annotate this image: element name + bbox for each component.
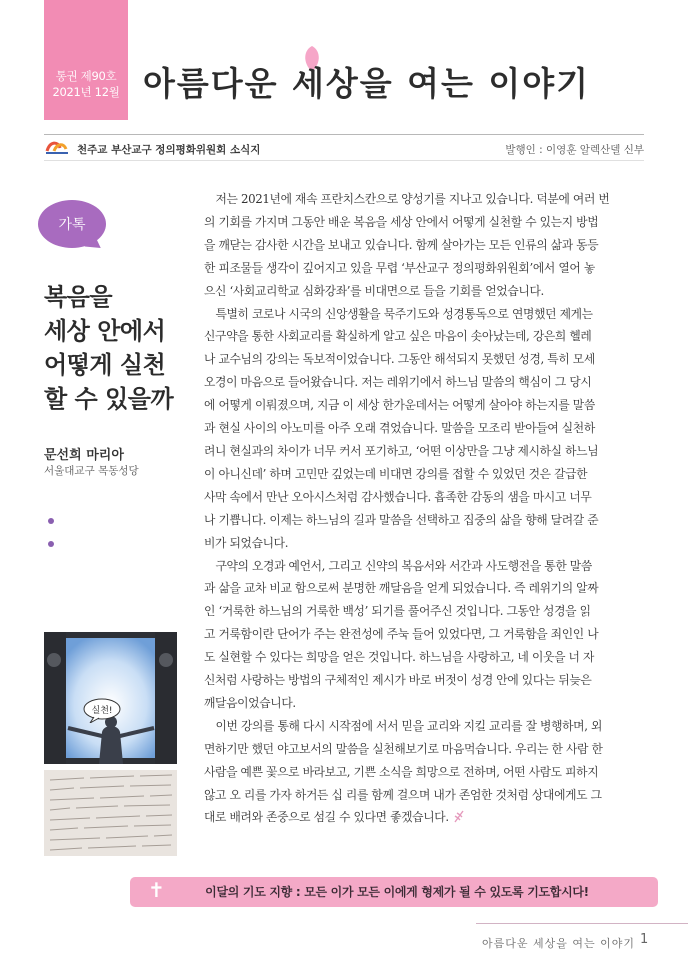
body-line: 나 교수님의 강의는 독보적이었습니다. 그동안 해석되지 못했던 성경, 특히 모세 xyxy=(204,352,595,367)
issue-number: 통권 제90호 xyxy=(55,69,117,83)
body-line: 신처럼 사랑하는 방법의 구체적인 제시가 바로 버젓이 성경 안에 있다는 뒤늦은 xyxy=(204,673,592,688)
body-line: 려니 현실과의 차이가 너무 커서 포기하고, ‘어떤 이상만을 그냥 제시하실 하느님 xyxy=(204,443,599,458)
body-line: 고 거룩함이란 단어가 주는 완전성에 주눅 들어 있었다면, 그 거룩함을 죄인인 나 xyxy=(204,627,599,642)
issue-date: 2021년 12월 xyxy=(52,85,120,99)
headline-line: 세상 안에서 xyxy=(44,317,166,345)
article-headline xyxy=(44,280,194,416)
body-line: 과 삶을 교차 비교 함으로써 분명한 깨달음을 얻게 되었습니다. 즉 레위기의 알짜 xyxy=(204,581,599,596)
article-body xyxy=(204,188,644,829)
jpcb-logo-icon xyxy=(44,139,74,157)
illustration-handwritten-notes xyxy=(44,770,177,856)
body-line: 인 ‘거룩한 하느님의 거룩한 백성’ 되기를 풀어주신 것입니다. 그동안 성경을 읽 xyxy=(204,604,591,619)
body-line: 비가 되었습니다. xyxy=(204,535,289,550)
page-number: 1 xyxy=(640,932,649,947)
body-line: 이 아니신데’ 하며 고민만 깊었는데 비대면 강의를 접할 수 있었던 것은 갈급한 xyxy=(204,466,588,481)
wheat-icon xyxy=(452,809,466,823)
body-line: 이번 강의를 통해 다시 시작점에 서서 믿을 교리와 지킬 교리를 잘 병행하며, 외 xyxy=(204,718,603,733)
body-line: 을 깨닫는 감사한 시간을 보내고 있습니다. 함께 살아가는 모든 인류의 삶과 동등 xyxy=(204,237,599,252)
body-line: 에 어떻게 이뤄졌으며, 지금 이 세상 한가운데서는 어떻게 살아야 하는지를 말씀 xyxy=(204,398,595,413)
body-line: 의 기회를 가지며 그동안 배운 복음을 세상 안에서 어떻게 실천할 수 있는지 방법 xyxy=(204,214,599,229)
bullet-dot xyxy=(48,541,54,547)
organization-name: 천주교 부산교구 정의평화위원회 소식지 xyxy=(77,144,261,156)
headline-line: 할 수 있을까 xyxy=(44,385,174,413)
category-badge: 가톡 xyxy=(38,200,106,248)
header-rule xyxy=(44,134,644,135)
issue-box xyxy=(44,0,128,120)
footer-title: 아름다운 세상을 여는 이야기 xyxy=(482,937,636,950)
speech-bubble-text: 실천! xyxy=(91,706,113,716)
body-line: 오경이 마음으로 들어왔습니다. 저는 레위기에서 하느님 말씀의 핵심이 그 당시 xyxy=(204,375,592,390)
body-line: 으신 ‘사회교리학교 심화강좌’를 비대면으로 들을 기회를 얻었습니다. xyxy=(204,283,544,298)
headline-line: 어떻게 실천 xyxy=(44,351,166,379)
body-line: 도 실현할 수 있다는 희망을 얻은 것입니다. 하느님을 사랑하고, 네 이웃을 너 자 xyxy=(204,650,595,665)
body-line: 나 기쁩니다. 이제는 하느님의 길과 말씀을 선택하고 집중의 삶을 향해 달려갈 준 xyxy=(204,512,599,527)
author-parish: 서울대교구 목동성당 xyxy=(44,465,139,477)
body-line: 과 현실 사이의 아노미를 아주 오래 겪었습니다. 말씀을 모조리 받아들여 실천하 xyxy=(204,421,595,436)
body-line: 저는 2021년에 재속 프란치스칸으로 양성기를 지나고 있습니다. 덕분에 여러 번 xyxy=(204,192,610,206)
cross-icon: ✝ xyxy=(148,878,165,902)
publisher: 발행인 : 이영훈 알렉산델 신부 xyxy=(505,144,644,156)
body-line: 특별히 코로나 시국의 신앙생활을 묵주기도와 성경통독으로 연명했던 제게는 xyxy=(204,306,593,321)
newsletter-title: 아름다운 세상을 여는 이야기 xyxy=(143,64,591,103)
headline-line: 복음을 xyxy=(44,283,113,311)
body-line: 깨달음이었습니다. xyxy=(204,695,296,710)
body-line: 사람을 예쁜 꽃으로 바라보고, 기쁜 소식을 희망으로 전하며, 어떤 사람도 피하지 xyxy=(204,764,599,779)
body-line-text: 대로 배려와 존중으로 섬길 수 있다면 좋겠습니다. xyxy=(204,810,449,825)
prayer-intention-text: 이달의 기도 지향 : 모든 이가 모든 이에게 형제가 될 수 있도록 기도합시다! xyxy=(205,885,589,899)
author-name: 문선희 마리아 xyxy=(44,448,124,463)
body-line: 면하기만 했던 야고보서의 말씀을 실천해보기로 마음먹습니다. 우리는 한 사람 한 xyxy=(204,741,603,756)
body-line: 않고 오 리를 가자 하거든 십 리를 함께 걸으며 내가 존엄한 것처럼 상대에게도 그 xyxy=(204,787,602,802)
header-rule-secondary xyxy=(44,160,644,161)
body-line: 사막 속에서 만난 오아시스처럼 감사했습니다. 흡족한 감동의 샘을 마시고 너무 xyxy=(204,489,592,504)
body-line: 한 피조물들 생각이 깊어지고 있을 무렵 ‘부산교구 정의평화위원회’에서 열어 놓 xyxy=(204,260,595,275)
body-line-last xyxy=(204,806,644,829)
body-line: 신구약을 통한 사회교리를 확실하게 알고 싶은 마음이 솟아났는데, 강은희 헬레 xyxy=(204,329,592,344)
footer-rule xyxy=(476,923,688,924)
body-line: 구약의 오경과 예언서, 그리고 신약의 복음서와 서간과 사도행전을 통한 말씀 xyxy=(204,558,592,573)
bullet-dot xyxy=(48,518,54,524)
